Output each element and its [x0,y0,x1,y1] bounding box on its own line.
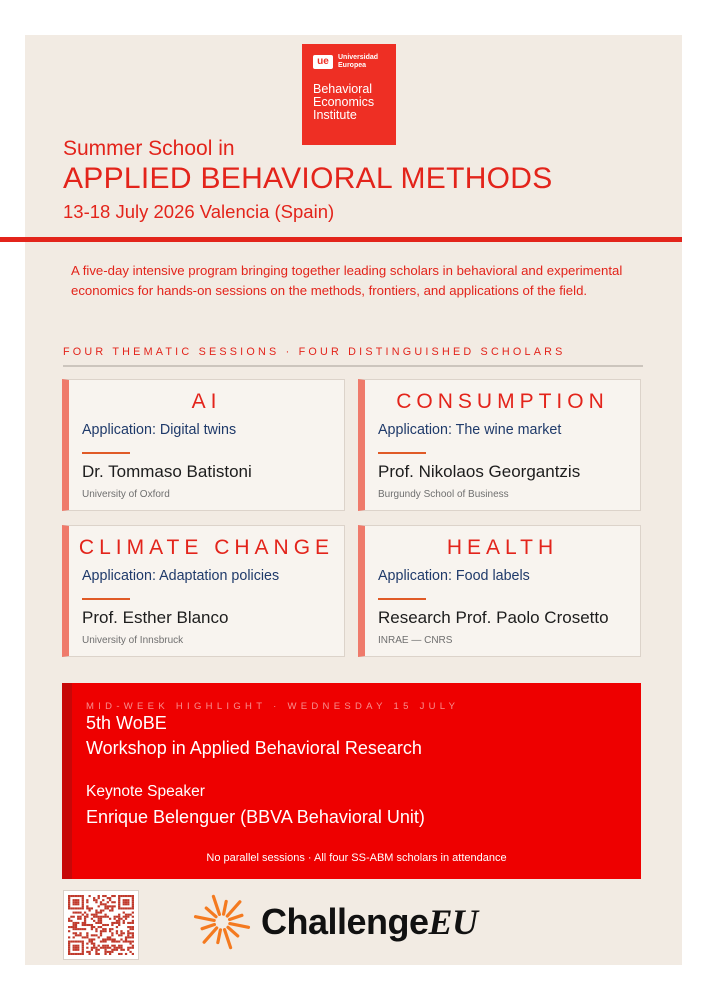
challenge-eu-wordmark: ChallengeEU [261,901,478,942]
sessions-label: FOUR THEMATIC SESSIONS · FOUR DISTINGUISHED SCHOLARS [63,346,566,358]
event-dates: 13-18 July 2026 Valencia (Spain) [63,201,335,222]
intro-text: A five-day intensive program bringing together leading scholars in behavioral and experimental economics for hands-on sessions on the methods, frontiers, and applications of the field. [71,263,623,298]
session-speaker: Prof. Esther Blanco [82,608,229,627]
card-accent-line [82,452,130,454]
title-kicker: Summer School in [63,137,235,160]
highlight-label: MID-WEEK HIGHLIGHT · WEDNESDAY 15 JULY [86,701,460,712]
session-topic: AI [191,390,222,413]
session-speaker: Prof. Nikolaos Georgantzis [378,462,581,481]
page-title: APPLIED BEHAVIORAL METHODS [63,162,553,195]
university-logo [302,44,396,145]
poster [25,35,682,965]
card-accent-line [82,598,130,600]
qr-code-icon[interactable] [63,890,139,960]
session-institution: INRAE — CNRS [378,635,453,646]
keynote-name: Enrique Belenguer (BBVA Behavioral Unit) [86,807,425,827]
session-application: Application: Food labels [378,568,530,584]
session-card-ai [62,379,345,511]
university-name: Universidad Europea [338,54,379,69]
sunburst-icon [191,892,253,952]
workshop-title: 5th WoBE [86,713,167,733]
header-divider [0,237,682,242]
session-speaker: Research Prof. Paolo Crosetto [378,608,609,627]
session-topic: HEALTH [446,536,559,559]
session-card-climate-change [62,525,345,657]
session-institution: University of Oxford [82,489,170,500]
session-topic: CONSUMPTION [396,390,609,413]
highlight-footnote: No parallel sessions · All four SS-ABM scholars in attendance [206,852,507,864]
session-application: Application: Digital twins [82,422,237,438]
card-accent-line [378,452,426,454]
ue-logo-mark: ue [313,55,333,69]
session-application: Application: Adaptation policies [82,568,280,584]
card-accent-line [378,598,426,600]
session-topic: CLIMATE CHANGE [78,536,335,559]
session-speaker: Dr. Tommaso Batistoni [82,462,252,481]
challenge-eu-logo [191,892,478,952]
sessions-divider [63,365,643,367]
session-application: Application: The wine market [378,422,562,438]
session-institution: University of Innsbruck [82,635,184,646]
midweek-highlight [62,683,641,879]
session-institution: Burgundy School of Business [378,489,509,500]
workshop-subtitle: Workshop in Applied Behavioral Research [86,738,422,758]
keynote-label: Keynote Speaker [86,783,205,800]
institute-name: Behavioral Economics Institute [313,82,375,122]
session-card-health [358,525,641,657]
session-card-consumption [358,379,641,511]
qr-code-graphic [68,895,134,955]
